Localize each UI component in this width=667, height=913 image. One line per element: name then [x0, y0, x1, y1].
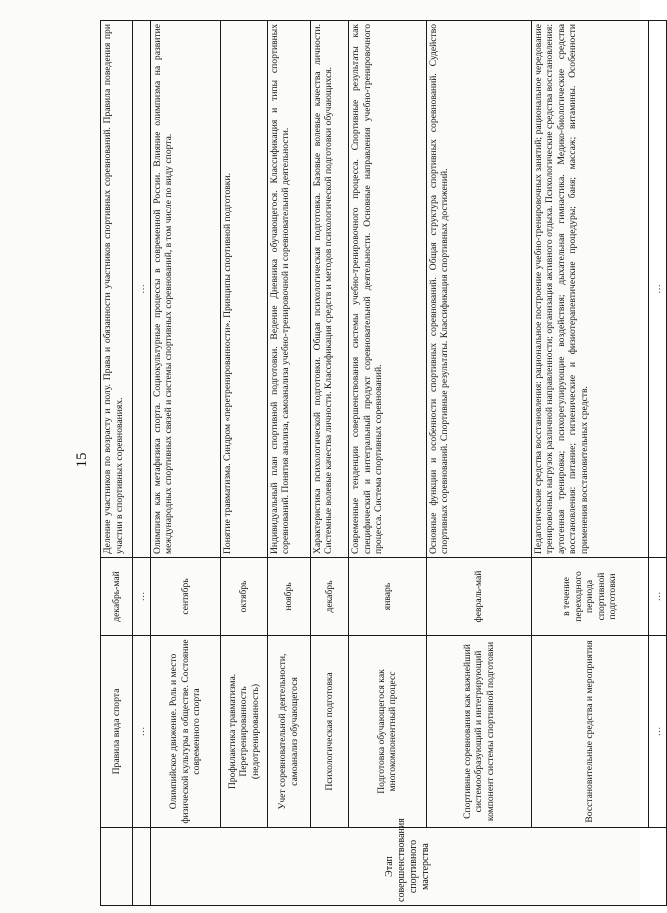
content-cell: Характеристика психологической подготовки. Общая психологическая подготовка. Базовые волевые качества личности. Системные волевые качества личности. Классификация средств и методов психологической подготовки обучающихся.	[310, 21, 348, 558]
header-period-cell: декабрь-май	[101, 558, 133, 636]
table-row	[310, 21, 348, 906]
stage-label-cell: Этап совершенствования спортивного мастерства	[150, 828, 666, 906]
table-row	[133, 21, 151, 906]
ellipsis-cell: …	[649, 636, 667, 828]
stage-cell-empty	[101, 828, 133, 906]
topic-cell: Олимпийское движение. Роль и место физической культуры в обществе. Состояние современного спорта	[150, 636, 220, 828]
stage-cell-empty	[133, 828, 151, 906]
table-row	[150, 21, 220, 906]
ellipsis-cell: …	[133, 21, 151, 558]
topic-cell: Профилактика травматизма. Перетренированность (недотренированность)	[221, 636, 267, 828]
rotated-table-stage	[66, 21, 663, 906]
period-cell: октябрь	[221, 558, 267, 636]
page-number: 15	[74, 452, 90, 468]
content-cell: Педагогические средства восстановления: рациональное построение учебно-тренировочных занятий; рациональное чередование тренировочных нагрузок различной направленности; организация активного отдыха. Психологические средства восстановления: аутогенная тренировка; психорегулирующие воздействия; дыхательная гимнастика. Медико-биологические средства восстановления: питание; гигиенические и физиотерапевтические процедуры; баня; массаж; витамины. Особенности применения восстановительных средств.	[531, 21, 648, 558]
content-cell: Индивидуальный план спортивной подготовки. Ведение Дневника обучающегося. Классификация и типы спортивных соревнований. Понятия анализа, самоанализа учебно-тренировочной и соревновательной деятельности.	[267, 21, 310, 558]
topic-cell: Учет соревновательной деятельности, самоанализ обучающегося	[267, 636, 310, 828]
table-row	[349, 21, 427, 906]
ellipsis-cell: …	[133, 558, 151, 636]
content-cell: Современные тенденции совершенствования системы учебно-тренировочного процесса. Спортивные результаты как специфический и интегральный продукт соревновательной деятельности. Основные направления учебно-тренировочного процесса. Система спортивных соревнований.	[349, 21, 427, 558]
table-row	[221, 21, 267, 906]
ellipsis-cell: …	[133, 636, 151, 828]
content-cell: Основные функции и особенности спортивных соревнований. Общая структура спортивных соревнований. Судейство спортивных соревнований. Спортивные результаты. Классификация спортивных достижений.	[426, 21, 531, 558]
table-row	[649, 21, 667, 906]
period-cell: ноябрь	[267, 558, 310, 636]
period-cell: декабрь	[310, 558, 348, 636]
topic-cell: Спортивные соревнования как важнейший системообразующий и интегрирующий компонент системы спортивной подготовки	[426, 636, 531, 828]
content-cell: Понятие травматизма. Синдром «перетренированности». Принципы спортивной подготовки.	[221, 21, 267, 558]
period-cell: сентябрь	[150, 558, 220, 636]
period-cell: январь	[349, 558, 427, 636]
table-row	[101, 21, 133, 906]
ellipsis-cell: …	[649, 558, 667, 636]
period-cell: в течение переходного периода спортивной подготовки	[531, 558, 648, 636]
ellipsis-cell: …	[649, 21, 667, 558]
table-row	[426, 21, 531, 906]
header-rule-cell: Правила вида спорта	[101, 636, 133, 828]
curriculum-table	[100, 20, 667, 906]
topic-cell: Психологическая подготовка	[310, 636, 348, 828]
content-cell: Олимпизм как метафизика спорта. Социокультурные процессы в современной России. Влияние олимпизма на развитие международных спортивных связей и системы спортивных соревнований, в том числе по виду спорта.	[150, 21, 220, 558]
period-cell: февраль-май	[426, 558, 531, 636]
topic-cell: Восстановительные средства и мероприятия	[531, 636, 648, 828]
topic-cell: Подготовка обучающегося как многокомпонентный процесс	[349, 636, 427, 828]
table-row	[531, 21, 648, 906]
header-content-cell: Деление участников по возрасту и полу. Права и обязанности участников спортивных соревнований. Правила поведения при участии в спортивных соревнованиях.	[101, 21, 133, 558]
table-row	[267, 21, 310, 906]
